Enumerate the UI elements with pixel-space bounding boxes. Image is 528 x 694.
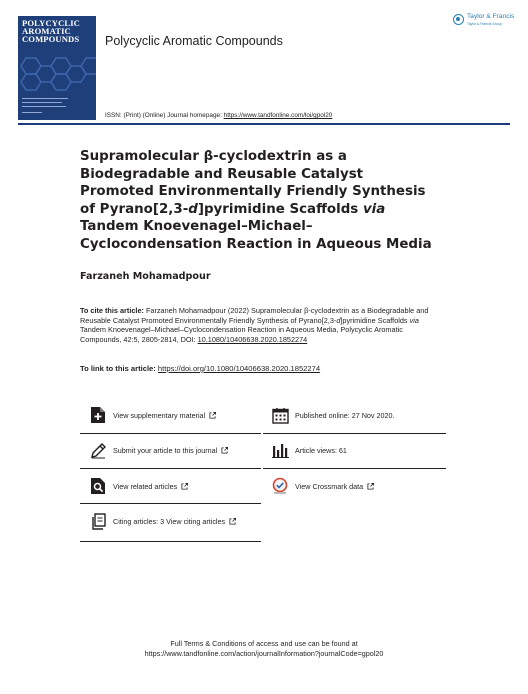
submit-article-link[interactable]: Submit your article to this journal	[80, 433, 252, 467]
crossmark-link[interactable]: View Crossmark data	[262, 469, 434, 503]
cover-text-line	[22, 112, 42, 113]
cover-text-line	[22, 98, 68, 99]
external-link-icon	[209, 412, 216, 419]
link-label: To link to this article:	[80, 364, 158, 373]
pen-icon	[89, 441, 107, 459]
publisher-logo-icon	[453, 14, 464, 25]
issn-line	[105, 112, 332, 119]
published-date: Published online: 27 Nov 2020.	[262, 398, 434, 432]
copy-documents-icon	[89, 512, 107, 530]
footer	[0, 639, 528, 659]
crossmark-icon	[271, 477, 289, 495]
citing-articles-link[interactable]: Citing articles: 3 View citing articles	[80, 504, 252, 538]
article-title: Supramolecular β-cyclodextrin as a Biodegradable and Reusable Catalyst Promoted Environmentally Friendly Synthesis of Pyrano[2,3-d]pyrimidine Scaffolds via Tandem Knoevenagel–Michael–Cyclocondensation Reaction in Aqueous Media	[80, 149, 432, 252]
cover-text-line	[22, 102, 62, 103]
hexagon-pattern-icon	[18, 56, 96, 96]
footer-terms-link[interactable]: https://www.tandfonline.com/action/journalInformation?journalCode=gpol20	[144, 649, 384, 658]
publisher-name: Taylor & Francis	[467, 13, 515, 20]
document-plus-icon	[89, 406, 107, 424]
publisher-logo[interactable]	[453, 13, 515, 33]
journal-homepage-link[interactable]: https://www.tandfonline.com/loi/gpol20	[223, 112, 333, 119]
citation-block: To cite this article: Farzaneh Mohamadpour (2022) Supramolecular β-cyclodextrin as a Biodegradable and Reusable Catalyst Promoted Environmentally Friendly Synthesis of Pyrano[2,3-d]pyrimidine Scaffolds via Tandem Knoevenagel–Michael–Cyclocondensation Reaction in Aqueous Media, Polycyclic Aromatic Compounds, 42:5, 2805-2814, DOI: 10.1080/10406638.2020.1852274	[80, 306, 429, 344]
article-views: Article views: 61	[262, 433, 434, 467]
related-articles-link[interactable]: View related articles	[80, 469, 252, 503]
citation-doi-link[interactable]: 10.1080/10406638.2020.1852274	[197, 334, 308, 344]
cover-text-line	[22, 106, 66, 107]
calendar-icon	[271, 406, 289, 424]
divider	[80, 541, 261, 542]
article-link-line	[80, 364, 320, 373]
external-link-icon	[181, 483, 188, 490]
external-link-icon	[229, 518, 236, 525]
citation-label: To cite this article:	[80, 306, 144, 315]
footer-terms-text: Full Terms & Conditions of access and use can be found at	[170, 639, 358, 648]
journal-cover	[18, 16, 96, 120]
header-divider	[18, 123, 510, 125]
publisher-subtitle: Taylor & Francis Group	[467, 22, 502, 26]
external-link-icon	[367, 483, 374, 490]
bar-chart-icon	[271, 441, 289, 459]
author-name: Farzaneh Mohamadpour	[80, 271, 211, 282]
journal-name: Polycyclic Aromatic Compounds	[105, 34, 283, 48]
issn-text: ISSN: (Print) (Online) Journal homepage:	[105, 112, 224, 119]
search-document-icon	[89, 477, 107, 495]
cover-title: POLYCYCLIC AROMATIC COMPOUNDS	[22, 18, 80, 44]
supplementary-material-link[interactable]: View supplementary material	[80, 398, 252, 432]
article-doi-link[interactable]: https://doi.org/10.1080/10406638.2020.1852274	[157, 364, 321, 373]
external-link-icon	[221, 447, 228, 454]
